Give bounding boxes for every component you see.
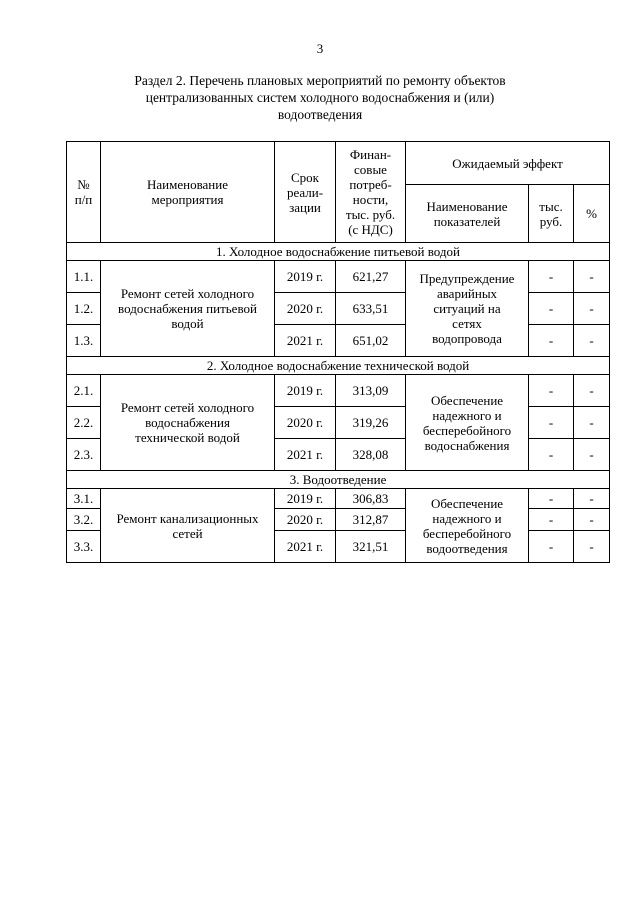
- row-num: 2.1.: [67, 375, 101, 407]
- header-thousand-rub: тыс. руб.: [529, 185, 574, 243]
- header-indicator-name: Наименование показателей: [406, 185, 529, 243]
- row-percent: -: [574, 489, 610, 509]
- section-title: [100, 72, 540, 123]
- group-title: 1. Холодное водоснабжение питьевой водой: [67, 243, 610, 261]
- plan-table: [66, 141, 610, 563]
- row-year: 2020 г.: [275, 407, 336, 439]
- row-num: 1.3.: [67, 325, 101, 357]
- activity-name: Ремонт сетей холодного водоснабжения технической водой: [101, 375, 275, 471]
- row-amount: 319,26: [336, 407, 406, 439]
- row-thousand: -: [529, 489, 574, 509]
- row-thousand: -: [529, 325, 574, 357]
- row-percent: -: [574, 325, 610, 357]
- header-expected-effect: Ожидаемый эффект: [406, 142, 610, 185]
- row-num: 3.1.: [67, 489, 101, 509]
- row-percent: -: [574, 375, 610, 407]
- row-thousand: -: [529, 531, 574, 563]
- row-percent: -: [574, 531, 610, 563]
- indicator-name: Обеспечение надежного и бесперебойного водоотведения: [406, 489, 529, 563]
- indicator-name: Обеспечение надежного и бесперебойного водоснабжения: [406, 375, 529, 471]
- row-year: 2021 г.: [275, 531, 336, 563]
- header-percent: %: [574, 185, 610, 243]
- row-amount: 313,09: [336, 375, 406, 407]
- row-year: 2020 г.: [275, 293, 336, 325]
- row-year: 2019 г.: [275, 489, 336, 509]
- row-year: 2021 г.: [275, 325, 336, 357]
- row-thousand: -: [529, 509, 574, 531]
- row-year: 2019 г.: [275, 375, 336, 407]
- row-year: 2019 г.: [275, 261, 336, 293]
- row-percent: -: [574, 509, 610, 531]
- row-year: 2020 г.: [275, 509, 336, 531]
- row-num: 1.1.: [67, 261, 101, 293]
- row-percent: -: [574, 439, 610, 471]
- row-num: 1.2.: [67, 293, 101, 325]
- row-thousand: -: [529, 407, 574, 439]
- section-title-line: водоотведения: [277, 107, 363, 122]
- row-num: 3.2.: [67, 509, 101, 531]
- row-percent: -: [574, 261, 610, 293]
- row-thousand: -: [529, 375, 574, 407]
- indicator-name: Предупреждение аварийных ситуаций на сетях водопровода: [406, 261, 529, 357]
- row-num: 3.3.: [67, 531, 101, 563]
- row-amount: 633,51: [336, 293, 406, 325]
- row-amount: 651,02: [336, 325, 406, 357]
- row-percent: -: [574, 293, 610, 325]
- row-amount: 621,27: [336, 261, 406, 293]
- section-title-line: Раздел 2. Перечень плановых мероприятий по ремонту объектов: [134, 73, 506, 88]
- activity-name: Ремонт канализационных сетей: [101, 489, 275, 563]
- row-amount: 312,87: [336, 509, 406, 531]
- row-amount: 321,51: [336, 531, 406, 563]
- activity-name: Ремонт сетей холодного водоснабжения питьевой водой: [101, 261, 275, 357]
- header-term: Срок реали- зации: [275, 142, 336, 243]
- header-num: № п/п: [67, 142, 101, 243]
- header-finance: Финан- совые потреб- ности, тыс. руб. (с НДС): [336, 142, 406, 243]
- row-percent: -: [574, 407, 610, 439]
- section-title-line: централизованных систем холодного водоснабжения и (или): [145, 90, 495, 105]
- header-activity-name: Наименование мероприятия: [101, 142, 275, 243]
- row-year: 2021 г.: [275, 439, 336, 471]
- row-amount: 306,83: [336, 489, 406, 509]
- page-number: 3: [316, 41, 324, 56]
- row-thousand: -: [529, 293, 574, 325]
- group-title: 3. Водоотведение: [67, 471, 610, 489]
- row-num: 2.3.: [67, 439, 101, 471]
- row-amount: 328,08: [336, 439, 406, 471]
- group-title: 2. Холодное водоснабжение технической водой: [67, 357, 610, 375]
- row-thousand: -: [529, 439, 574, 471]
- row-thousand: -: [529, 261, 574, 293]
- row-num: 2.2.: [67, 407, 101, 439]
